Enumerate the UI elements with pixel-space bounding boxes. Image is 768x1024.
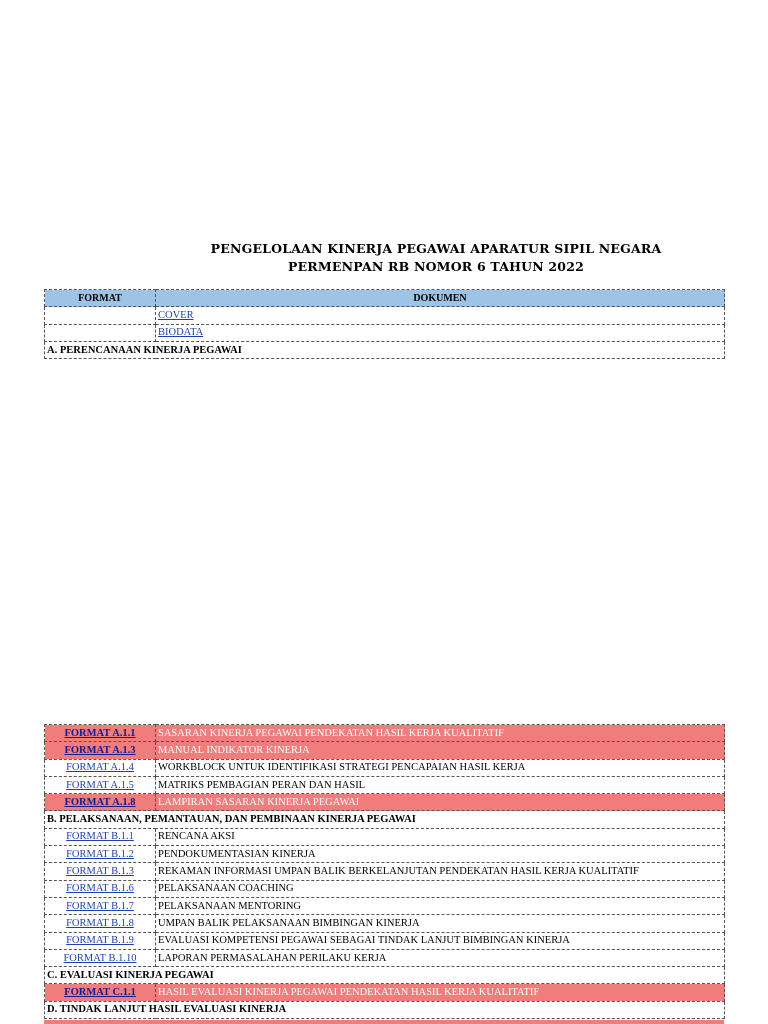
- format-link[interactable]: FORMAT A.1.3: [64, 744, 136, 756]
- format-cell: [45, 776, 156, 793]
- section-b-row: [45, 811, 725, 828]
- partial-highlighted-row: [44, 1020, 724, 1024]
- format-link[interactable]: FORMAT B.1.2: [66, 848, 134, 860]
- cover-link[interactable]: COVER: [158, 309, 194, 321]
- format-link[interactable]: FORMAT B.1.1: [66, 831, 134, 843]
- format-cell: [45, 915, 156, 932]
- document-title-cell: REKAMAN INFORMASI UMPAN BALIK BERKELANJUTAN PENDEKATAN HASIL KERJA KUALITATIF: [156, 863, 725, 880]
- table-row: [45, 915, 725, 932]
- table-row: [45, 776, 725, 793]
- document-title-cell: EVALUASI KOMPETENSI PEGAWAI SEBAGAI TINDAK LANJUT BIMBINGAN KINERJA: [156, 932, 725, 949]
- format-link[interactable]: FORMAT B.1.9: [66, 935, 134, 947]
- document-title-cell: UMPAN BALIK PELAKSANAAN BIMBINGAN KINERJA: [156, 915, 725, 932]
- table-row: [45, 863, 725, 880]
- format-cell: [45, 759, 156, 776]
- format-cell: [45, 324, 156, 341]
- table-row: [45, 794, 725, 811]
- table-row: [45, 324, 725, 341]
- format-cell: [45, 984, 156, 1001]
- format-link[interactable]: FORMAT B.1.10: [63, 952, 137, 964]
- format-cell: [45, 863, 156, 880]
- document-title-cell: PELAKSANAAN MENTORING: [156, 897, 725, 914]
- section-b-heading: B. PELAKSANAAN, PEMANTAUAN, DAN PEMBINAAN KINERJA PEGAWAI: [45, 811, 725, 828]
- document-title-cell: MATRIKS PEMBAGIAN PERAN DAN HASIL: [156, 776, 725, 793]
- format-cell: [45, 307, 156, 324]
- table-row: [45, 742, 725, 759]
- format-cell: [45, 846, 156, 863]
- dokumen-column-header: DOKUMEN: [156, 290, 725, 307]
- section-a-row: [45, 341, 725, 358]
- document-title-cell: SASARAN KINERJA PEGAWAI PENDEKATAN HASIL KERJA KUALITATIF: [156, 725, 725, 742]
- document-title-cell: RENCANA AKSI: [156, 828, 725, 845]
- document-title-cell: MANUAL INDIKATOR KINERJA: [156, 742, 725, 759]
- section-a-heading: A. PERENCANAAN KINERJA PEGAWAI: [45, 341, 725, 358]
- table-header-row: [45, 290, 725, 307]
- document-index-table-top: [44, 289, 725, 359]
- format-cell: [45, 828, 156, 845]
- format-link[interactable]: FORMAT B.1.6: [66, 883, 134, 895]
- format-cell: [45, 880, 156, 897]
- format-cell: [45, 794, 156, 811]
- table-row: [45, 897, 725, 914]
- document-title-cell: HASIL EVALUASI KINERJA PEGAWAI PENDEKATAN HASIL KERJA KUALITATIF: [156, 984, 725, 1001]
- document-title-cell: LAMPIRAN SASARAN KINERJA PEGAWAI: [156, 794, 725, 811]
- section-d-row: [45, 1001, 725, 1018]
- format-cell: [45, 949, 156, 966]
- document-title: PENGELOLAAN KINERJA PEGAWAI APARATUR SIPIL NEGARA: [210, 241, 662, 256]
- table-row: [45, 828, 725, 845]
- table-row: [45, 759, 725, 776]
- document-title-cell: PELAKSANAAN COACHING: [156, 880, 725, 897]
- document-title-cell: LAPORAN PERMASALAHAN PERILAKU KERJA: [156, 949, 725, 966]
- table-row: [45, 932, 725, 949]
- section-c-row: [45, 967, 725, 984]
- table-row: [45, 949, 725, 966]
- format-link[interactable]: FORMAT A.1.1: [64, 727, 136, 739]
- table-row: [45, 984, 725, 1001]
- section-d-heading: D. TINDAK LANJUT HASIL EVALUASI KINERJA: [45, 1001, 725, 1018]
- table-row: [45, 880, 725, 897]
- format-cell: [45, 897, 156, 914]
- format-link[interactable]: FORMAT A.1.8: [64, 796, 136, 808]
- format-link[interactable]: FORMAT C.1.1: [64, 987, 136, 999]
- document-subtitle: PERMENPAN RB NOMOR 6 TAHUN 2022: [287, 259, 584, 274]
- document-title-cell: WORKBLOCK UNTUK IDENTIFIKASI STRATEGI PENCAPAIAN HASIL KERJA: [156, 759, 725, 776]
- format-link[interactable]: FORMAT A.1.5: [66, 779, 134, 791]
- table-row: [45, 725, 725, 742]
- format-link[interactable]: FORMAT A.1.4: [66, 762, 134, 774]
- document-index-table-bottom: [44, 724, 725, 1019]
- section-c-heading: C. EVALUASI KINERJA PEGAWAI: [45, 967, 725, 984]
- table-row: [45, 307, 725, 324]
- format-link[interactable]: FORMAT B.1.8: [66, 917, 134, 929]
- format-column-header: FORMAT: [45, 290, 156, 307]
- format-cell: [45, 742, 156, 759]
- format-cell: [45, 725, 156, 742]
- format-cell: [45, 932, 156, 949]
- document-title-cell: PENDOKUMENTASIAN KINERJA: [156, 846, 725, 863]
- format-link[interactable]: FORMAT B.1.7: [66, 900, 134, 912]
- table-row: [45, 846, 725, 863]
- format-link[interactable]: FORMAT B.1.3: [66, 866, 134, 878]
- biodata-link[interactable]: BIODATA: [158, 327, 204, 339]
